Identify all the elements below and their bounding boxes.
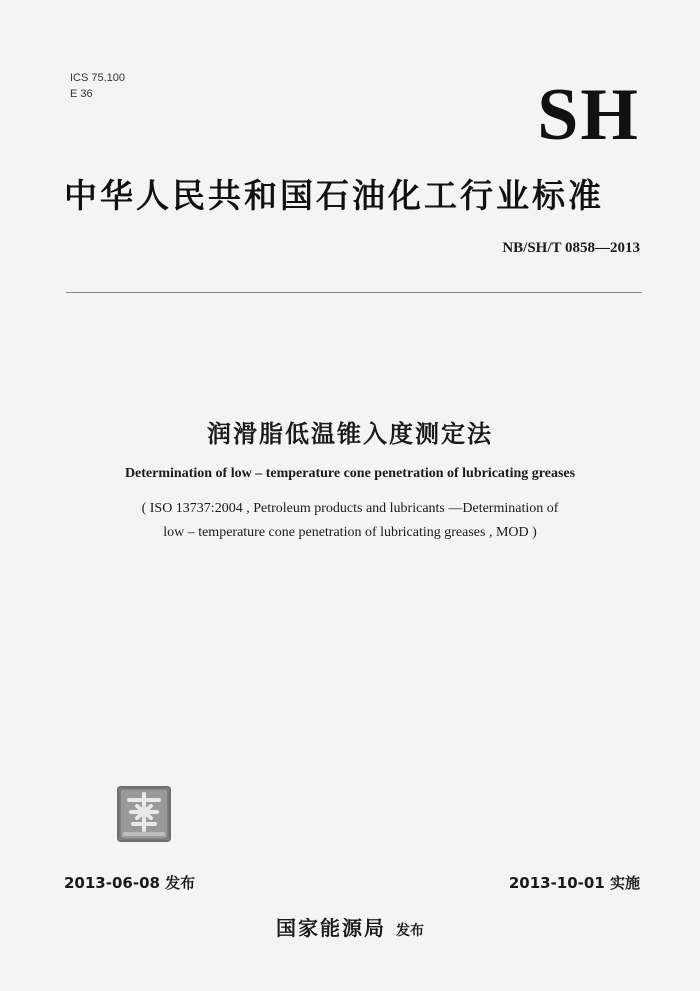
publisher-name: 国家能源局 [276, 916, 386, 940]
iso-reference-line-2: low – temperature cone penetration of lubricating greases , MOD ) [163, 525, 537, 540]
classification-codes [70, 70, 125, 102]
standard-number: NB/SH/T 0858—2013 [502, 240, 640, 256]
implementation-date: 2013-10-01 实施 [508, 874, 640, 892]
header-divider [66, 292, 642, 293]
sh-logo: SH [537, 74, 640, 156]
publisher-line [0, 912, 700, 941]
anti-counterfeit-seal-icon [117, 786, 171, 842]
document-title-en: Determination of low – temperature cone penetration of lubricating greases [124, 466, 576, 481]
publisher-verb: 发布 [396, 923, 424, 939]
iso-reference [0, 497, 700, 545]
ics-code: ICS 75.100 [70, 72, 126, 84]
issue-date: 2013-06-08 发布 [64, 874, 196, 892]
iso-reference-line-1: ( ISO 13737:2004 , Petroleum products and lubricants —Determination of [141, 501, 559, 516]
standard-category-title: 中华人民共和国石油化工行业标准 [64, 176, 604, 215]
document-title-cn: 润滑脂低温锥入度测定法 [207, 420, 493, 448]
ccs-code: E 36 [70, 88, 93, 100]
